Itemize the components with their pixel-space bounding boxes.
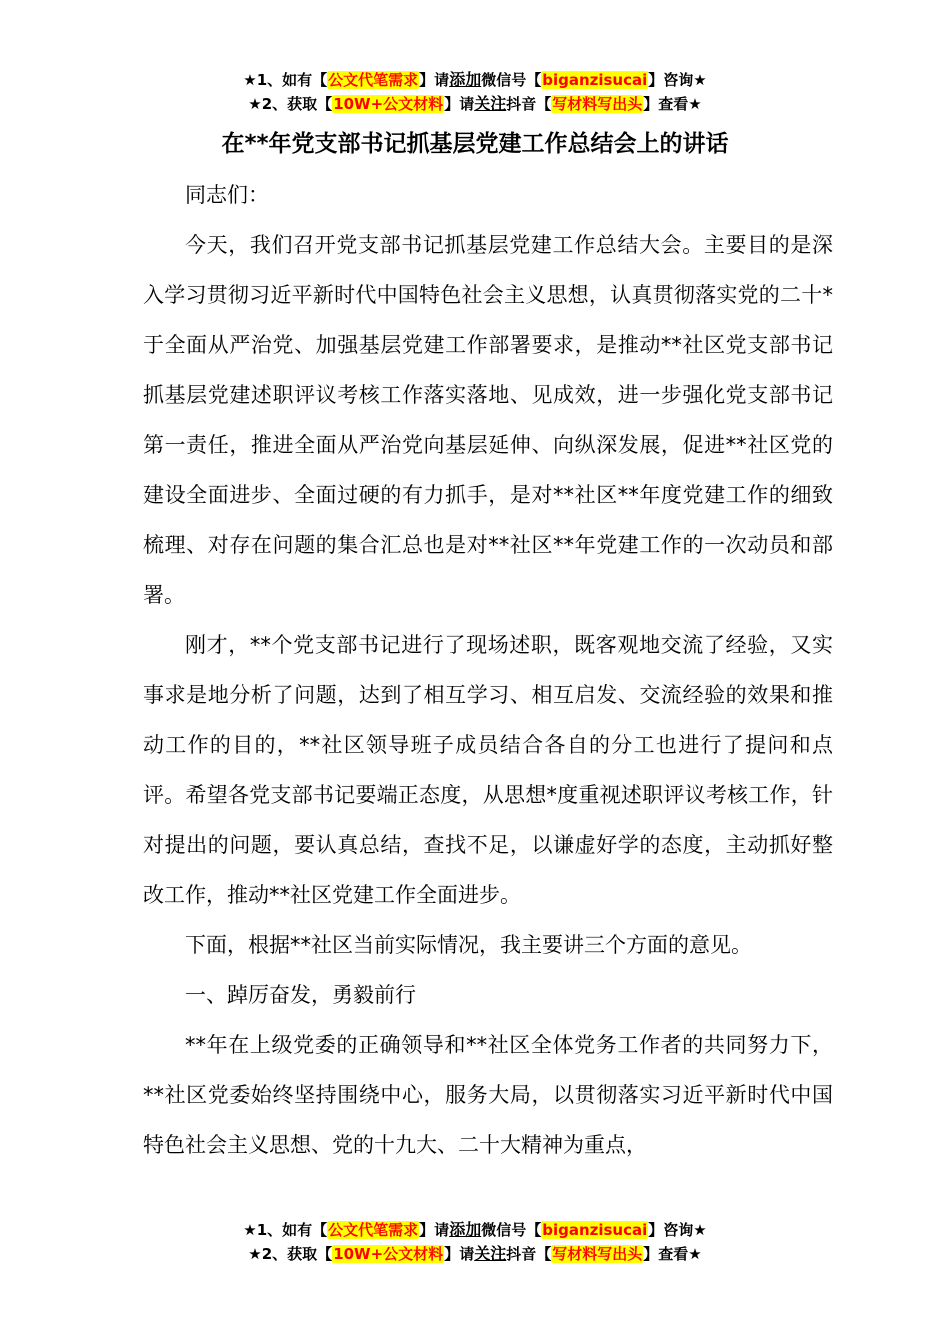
promo-text: ★2、获取【 [248,95,333,113]
promo-text: 抖音【 [506,1245,552,1263]
paragraph: 今天，我们召开党支部书记抓基层党建工作总结大会。主要目的是深入学习贯彻习近平新时代中国特色社会主义思想，认真贯彻落实党的二十*于全面从严治党、加强基层党建工作部署要求，是推动**社区党支部书记抓基层党建述职评议考核工作落实落地、见成效，进一步强化党支部书记第一责任，推进全面从严治党向基层延伸、向纵深发展，促进**社区党的建设全面进步、全面过硬的有力抓手，是对**社区**年度党建工作的细致梳理、对存在问题的集合汇总也是对**社区**年党建工作的一次动员和部署。 [143,233,833,607]
paragraph: 刚才，**个党支部书记进行了现场述职，既客观地交流了经验，又实事求是地分析了问题，达到了相互学习、相互启发、交流经验的效果和推动工作的目的，**社区领导班子成员结合各自的分工也进行了提问和点评。希望各党支部书记要端正态度，从思想*度重视述职评议考核工作，针对提出的问题，要认真总结，查找不足，以谦虚好学的态度，主动抓好整改工作，推动**社区党建工作全面进步。 [143,633,833,907]
promo-text: 】请 [419,71,450,89]
promo-line-1 [0,1218,950,1242]
promo-text: 】查看★ [643,95,702,113]
document-title: 在**年党支部书记抓基层党建工作总结会上的讲话 [221,131,729,157]
promo-line-2 [0,92,950,116]
promo-text: 】咨询★ [648,71,707,89]
promo-text: ★1、如有【 [243,1221,328,1239]
promo-text: 】请 [444,95,475,113]
promo-highlight: 10W+公文材料 [333,95,444,113]
promo-text: 】咨询★ [648,1221,707,1239]
promo-text: 】请 [444,1245,475,1263]
promo-text: 】请 [419,1221,450,1239]
promo-highlight: 10W+公文材料 [333,1245,444,1263]
promo-emphasis: 添加 [449,1220,482,1239]
promo-emphasis: 关注 [474,94,507,113]
promo-banner-bottom [0,1218,950,1266]
promo-wechat-id: biganzisucai [542,1221,648,1239]
promo-douyin-account: 写材料写出头 [552,95,643,113]
paragraph: 下面，根据**社区当前实际情况，我主要讲三个方面的意见。 [185,933,752,957]
promo-line-1 [0,68,950,92]
promo-line-2 [0,1242,950,1266]
promo-highlight: 公文代笔需求 [328,1221,419,1239]
salutation: 同志们： [185,183,269,207]
promo-text: ★2、获取【 [248,1245,333,1263]
promo-text: 】查看★ [643,1245,702,1263]
promo-emphasis: 添加 [449,70,482,89]
promo-banner-top [0,68,950,116]
paragraph: **年在上级党委的正确领导和**社区全体党务工作者的共同努力下，**社区党委始终坚持围绕中心，服务大局，以贯彻落实习近平新时代中国特色社会主义思想、党的十九大、二十大精神为重点， [143,1033,833,1157]
promo-highlight: 公文代笔需求 [328,71,419,89]
promo-text: 微信号【 [481,1221,542,1239]
promo-wechat-id: biganzisucai [542,71,648,89]
promo-douyin-account: 写材料写出头 [552,1245,643,1263]
promo-text: 微信号【 [481,71,542,89]
section-heading: 一、踔厉奋发，勇毅前行 [185,983,416,1007]
promo-text: ★1、如有【 [243,71,328,89]
document-body [143,170,833,1170]
promo-emphasis: 关注 [474,1244,507,1263]
promo-text: 抖音【 [506,95,552,113]
